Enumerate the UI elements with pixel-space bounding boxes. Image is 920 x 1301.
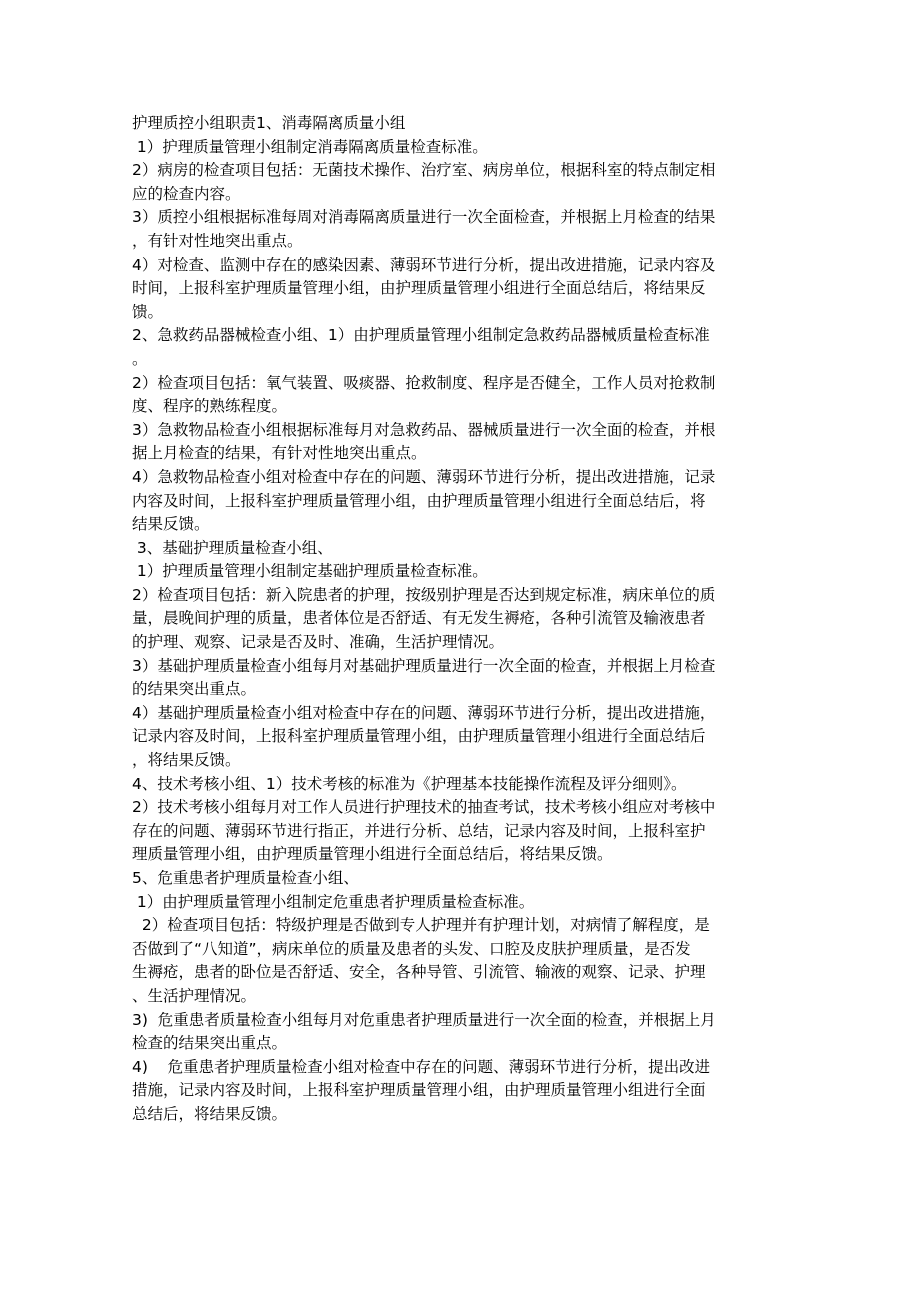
document-body	[132, 112, 792, 1127]
text-line: 结果反馈。	[132, 515, 210, 534]
text-line: 记录内容及时间，上报科室护理质量管理小组，由护理质量管理小组进行全面总结后	[132, 727, 706, 746]
text-line: 2）技术考核小组每月对工作人员进行护理技术的抽查考试，技术考核小组应对考核中	[132, 798, 716, 817]
text-line: 检查的结果突出重点。	[132, 1034, 288, 1053]
text-line: 时间，上报科室护理质量管理小组，由护理质量管理小组进行全面总结后，将结果反	[132, 279, 706, 298]
text-line: 5、危重患者护理质量检查小组、	[132, 869, 359, 887]
text-line: 4、技术考核小组、1）技术考核的标准为《护理基本技能操作流程及评分细则》。	[132, 774, 687, 793]
text-line: 3）基础护理质量检查小组每月对基础护理质量进行一次全面的检查，并根据上月检查	[132, 656, 716, 675]
text-line: 1）由护理质量管理小组制定危重患者护理质量检查标准。	[132, 892, 535, 911]
text-line: 生褥疮，患者的卧位是否舒适、安全，各种导管、引流管、输液的观察、记录、护理	[132, 963, 706, 982]
text-line: 的护理、观察、记录是否及时、准确，生活护理情况。	[132, 633, 505, 652]
text-line: 4）对检查、监测中存在的感染因素、薄弱环节进行分析，提出改进措施，记录内容及	[132, 255, 716, 274]
text-line: 4）急救物品检查小组对检查中存在的问题、薄弱环节进行分析，提出改进措施，记录	[132, 467, 716, 486]
text-line: 3) 危重患者质量检查小组每月对危重患者护理质量进行一次全面的检查，并根据上月	[132, 1010, 716, 1029]
text-line: 2）检查项目包括：氧气装置、吸痰器、抢救制度、程序是否健全，工作人员对抢救制	[132, 373, 716, 392]
text-line: 2、急救药品器械检查小组、1）由护理质量管理小组制定急救药品器械质量检查标准	[132, 326, 710, 345]
text-line: 量，晨晚间护理的质量，患者体位是否舒适、有无发生褥疮，各种引流管及输液患者	[132, 609, 706, 628]
text-line: 3）质控小组根据标准每周对消毒隔离质量进行一次全面检查，并根据上月检查的结果	[132, 208, 716, 227]
text-line: 1）护理质量管理小组制定基础护理质量检查标准。	[132, 562, 488, 581]
text-line: 馈。	[132, 302, 164, 321]
text-line: 应的检查内容。	[132, 184, 241, 203]
text-line: ，将结果反馈。	[132, 751, 241, 770]
text-line: 1）护理质量管理小组制定消毒隔离质量检查标准。	[132, 137, 488, 156]
text-line: 2）病房的检查项目包括：无菌技术操作、治疗室、病房单位，根据科室的特点制定相	[132, 161, 716, 180]
text-line: 护理质控小组职责1、消毒隔离质量小组	[132, 114, 406, 132]
text-line: 3、基础护理质量检查小组、	[132, 538, 333, 557]
text-line: ，有针对性地突出重点。	[132, 231, 303, 250]
text-line: 的结果突出重点。	[132, 680, 257, 699]
text-line: 内容及时间，上报科室护理质量管理小组，由护理质量管理小组进行全面总结后，将	[132, 491, 706, 510]
text-line: 措施，记录内容及时间，上报科室护理质量管理小组，由护理质量管理小组进行全面	[132, 1081, 706, 1100]
text-line: 理质量管理小组，由护理质量管理小组进行全面总结后，将结果反馈。	[132, 845, 613, 864]
text-line: 4）基础护理质量检查小组对检查中存在的问题、薄弱环节进行分析，提出改进措施，	[132, 703, 716, 722]
text-line: 2）检查项目包括：新入院患者的护理，按级别护理是否达到规定标准，病床单位的质	[132, 585, 716, 604]
text-line: 3）急救物品检查小组根据标准每月对急救药品、器械质量进行一次全面的检查，并根	[132, 420, 716, 439]
text-line: 据上月检查的结果，有针对性地突出重点。	[132, 444, 427, 463]
text-line: 4) 危重患者护理质量检查小组对检查中存在的问题、薄弱环节进行分析，提出改进	[132, 1057, 711, 1076]
text-line: 存在的问题、薄弱环节进行指正，并进行分析、总结，记录内容及时间，上报科室护	[132, 821, 706, 840]
text-line: 、生活护理情况。	[132, 986, 257, 1005]
text-line: 度、程序的熟练程度。	[132, 397, 288, 416]
text-line: 。	[132, 349, 148, 368]
text-line: 2）检查项目包括：特级护理是否做到专人护理并有护理计划，对病情了解程度，是	[132, 916, 710, 935]
text-line: 总结后，将结果反馈。	[132, 1104, 288, 1123]
text-line: 否做到了“八知道”，病床单位的质量及患者的头发、口腔及皮肤护理质量，是否发	[132, 939, 691, 958]
